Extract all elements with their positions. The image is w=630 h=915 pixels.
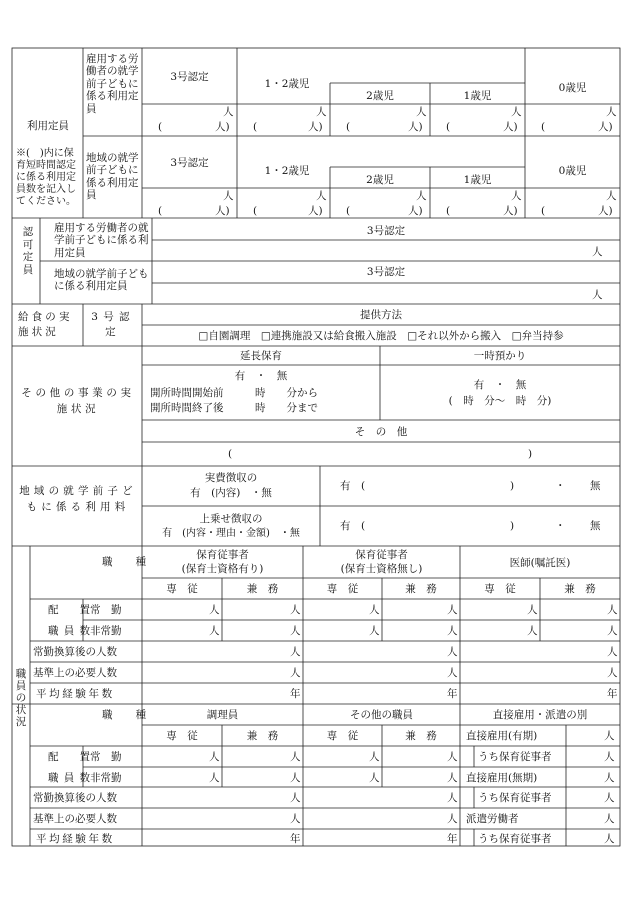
regular-unit-1: 人 (290, 604, 301, 616)
nonregular-unit-4: 人 (527, 625, 538, 637)
avg-exp-label-2: 平均経験年数 (36, 833, 115, 845)
regular-unit-l2: 人 (369, 751, 380, 763)
topup-options: 有 (内容・理由・金額) ・無 (162, 528, 300, 539)
non-regular-label: 非常勤 (90, 625, 122, 637)
approved-local-label: 地域の就学前子どもに係る利用定員 (54, 268, 149, 293)
other-paren-open: ( (228, 448, 233, 460)
nonregular-unit-3: 人 (447, 625, 458, 637)
regular-unit-l3: 人 (447, 751, 458, 763)
fte-unit-1: 人 (447, 646, 458, 658)
nursery-unqualified-sub: (保育士資格無し) (340, 563, 423, 575)
cert3-header-local: 3号認定 (170, 157, 209, 169)
direct-fixed-label: 直接雇用(有期) (466, 730, 538, 742)
required-unit-l1: 人 (447, 813, 458, 825)
full-time-header-1: 専 従 (326, 583, 359, 595)
approved-cert3-local: 3号認定 (366, 266, 406, 278)
employed-capacity-label: 雇用する労働者の就学前子どもに係る利用定員 (86, 53, 139, 115)
required-unit-l0: 人 (290, 813, 301, 825)
staff-side-label: 職員の状況 (15, 668, 27, 729)
extended-yes-no: 有 ・ 無 (234, 370, 288, 382)
regular-label-2: 常 勤 (90, 751, 122, 763)
avg-exp-label: 平均経験年数 (36, 688, 115, 700)
part-duty-header-1: 兼 務 (405, 583, 437, 595)
open-before: 開所時間開始前 時 分から (150, 387, 318, 399)
cap-employed-unit-3: 人 (511, 106, 522, 118)
approved-unit-employed: 人 (592, 246, 603, 258)
full-time-header-l1: 専 従 (326, 730, 359, 742)
cap-local-paren-open-2: ( (346, 205, 351, 217)
assigned-label: 配 置 (48, 604, 96, 616)
job-type-header-2: 職 種 (102, 709, 153, 721)
regular-unit-5: 人 (607, 604, 618, 616)
meals-label: 給食の実施状況 (18, 311, 73, 339)
part-duty-header-l1: 兼 務 (405, 730, 437, 742)
job-type-header: 職 種 (102, 556, 153, 568)
cap-employed-paren-open-1: ( (253, 121, 258, 133)
cap-local-paren-close-3: 人) (503, 205, 518, 217)
of-which-3: うち保育従事者 (478, 833, 552, 845)
cap-local-paren-close-0: 人) (215, 205, 230, 217)
approved-employed-label: 雇用する労働者の就学前子どもに係る利用定員 (54, 222, 149, 259)
cap-local-paren-open-3: ( (446, 205, 451, 217)
required-unit-2: 人 (607, 667, 618, 679)
cap-employed-paren-open-2: ( (346, 121, 351, 133)
age0-header: 0歳児 (558, 82, 587, 94)
nursery-qualified-header: 保育従事者 (196, 549, 249, 561)
meals-options: □自園調理 □連携施設又は給食搬入施設 □それ以外から搬入 □弁当持参 (198, 330, 564, 342)
regular-unit-l0: 人 (209, 751, 220, 763)
fte-unit-l0: 人 (290, 792, 301, 804)
approved-cert3-employed: 3号認定 (366, 225, 406, 237)
fte-unit-0: 人 (290, 646, 301, 658)
cap-employed-paren-open-4: ( (541, 121, 546, 133)
meals-sub-label: 3号認定 (91, 311, 135, 339)
nursery-qualified-sub: (保育士資格有り) (181, 563, 264, 575)
age1-header: 1歳児 (463, 90, 492, 102)
cap-local-paren-open-1: ( (253, 205, 258, 217)
nonregular-unit-1: 人 (290, 625, 301, 637)
dispatch-unit-2: 人 (604, 772, 615, 784)
age2-header-local: 2歳児 (366, 174, 394, 186)
cook-header: 調理員 (206, 709, 239, 721)
exp-unit-2: 年 (607, 688, 618, 700)
age0-header-local: 0歳児 (558, 165, 587, 177)
regular-label: 常 勤 (90, 604, 122, 616)
approved-unit-local: 人 (592, 289, 603, 301)
staff-count-label-2: 職員数 (48, 772, 96, 784)
cap-employed-unit-0: 人 (223, 106, 234, 118)
cap-employed-unit-2: 人 (416, 106, 427, 118)
local-capacity-label: 地域の就学前子どもに係る利用定員 (86, 152, 139, 202)
cap-employed-paren-close-2: 人) (408, 121, 423, 133)
of-which-1: うち保育従事者 (478, 751, 552, 763)
exp-unit-1: 年 (447, 688, 458, 700)
cap-employed-paren-close-3: 人) (503, 121, 518, 133)
exp-unit-l0: 年 (290, 833, 301, 845)
dispatch-unit-4: 人 (604, 813, 615, 825)
actual-cost-options: 有 (内容) ・無 (190, 487, 272, 499)
staff-count-label: 職員数 (48, 625, 96, 637)
assigned-label-2: 配 置 (48, 751, 96, 763)
nonregular-unit-5: 人 (607, 625, 618, 637)
topup-dot: ・ (555, 520, 566, 532)
full-time-header-2: 専 従 (484, 583, 516, 595)
non-regular-label-2: 非常勤 (90, 772, 122, 784)
required-label: 基準上の必要人数 (33, 667, 117, 679)
nonregular-unit-l1: 人 (290, 772, 301, 784)
topup-yes-open: 有 ( (340, 520, 366, 532)
cap-local-unit-3: 人 (511, 190, 522, 202)
nonregular-unit-l3: 人 (447, 772, 458, 784)
capacity-note: ※( )内に保育短時間認定に係る利用定員数を記入してください。 (16, 148, 76, 207)
other-staff-header: その他の職員 (350, 709, 413, 721)
cap-employed-paren-close-0: 人) (215, 121, 230, 133)
cap-employed-unit-4: 人 (606, 106, 617, 118)
cap-employed-paren-close-4: 人) (598, 121, 613, 133)
fees-label: 地域の就学前子どもに係る利用料 (19, 485, 137, 513)
part-duty-header-l0: 兼 務 (246, 730, 279, 742)
fte-label: 常勤換算後の人数 (33, 646, 117, 658)
fte-label-2: 常勤換算後の人数 (33, 792, 117, 804)
cap-local-unit-0: 人 (223, 190, 234, 202)
age12-header-local: 1・2歳児 (264, 165, 310, 177)
nonregular-unit-0: 人 (209, 625, 220, 637)
full-time-header-0: 専 従 (166, 583, 198, 595)
temp-care-header: 一時預かり (473, 350, 527, 362)
regular-unit-4: 人 (527, 604, 538, 616)
cap-local-unit-4: 人 (606, 190, 617, 202)
nonregular-unit-2: 人 (369, 625, 380, 637)
cap-local-paren-close-1: 人) (308, 205, 323, 217)
full-time-header-l0: 専 従 (166, 730, 198, 742)
required-label-2: 基準上の必要人数 (33, 813, 117, 825)
nonregular-unit-l0: 人 (209, 772, 220, 784)
fte-unit-l1: 人 (447, 792, 458, 804)
cap-employed-unit-1: 人 (316, 106, 327, 118)
regular-unit-0: 人 (209, 604, 220, 616)
actual-dot: ・ (555, 480, 566, 492)
other-header: そ の 他 (354, 426, 408, 438)
nonregular-unit-l2: 人 (369, 772, 380, 784)
part-duty-header-2: 兼 務 (564, 583, 596, 595)
required-unit-1: 人 (447, 667, 458, 679)
nursery-unqualified-header: 保育従事者 (355, 549, 408, 561)
cap-local-paren-close-4: 人) (598, 205, 613, 217)
capacity-label: 利用定員 (27, 120, 69, 132)
other-services-label: その他の事業の実施状況 (21, 387, 135, 415)
regular-unit-2: 人 (369, 604, 380, 616)
temp-time: ( 時 分〜 時 分) (448, 395, 552, 407)
dispatch-label: 派遣労働者 (466, 813, 519, 825)
close-after: 開所時間終了後 時 分まで (150, 402, 318, 414)
direct-perm-label: 直接雇用(無期) (466, 772, 538, 784)
exp-unit-0: 年 (290, 688, 301, 700)
exp-unit-l1: 年 (447, 833, 458, 845)
cap-local-paren-open-0: ( (158, 205, 163, 217)
required-unit-0: 人 (290, 667, 301, 679)
cert3-header: 3号認定 (170, 71, 209, 83)
actual-no: 無 (590, 480, 601, 492)
direct-dispatch-header: 直接雇用・派遣の別 (492, 709, 588, 721)
cap-employed-paren-open-0: ( (158, 121, 163, 133)
cap-local-unit-2: 人 (416, 190, 427, 202)
cap-local-paren-open-4: ( (541, 205, 546, 217)
fte-unit-2: 人 (607, 646, 618, 658)
age12-header: 1・2歳児 (264, 78, 310, 90)
temp-yes-no: 有 ・ 無 (473, 379, 527, 391)
cap-employed-paren-close-1: 人) (308, 121, 323, 133)
meals-method-header: 提供方法 (360, 309, 402, 321)
approved-label: 認可定員 (22, 226, 34, 276)
part-duty-header-0: 兼 務 (246, 583, 279, 595)
dispatch-unit-1: 人 (604, 751, 615, 763)
actual-yes-open: 有 ( (340, 480, 366, 492)
topup-close: ) (510, 520, 515, 532)
regular-unit-l1: 人 (290, 751, 301, 763)
age1-header-local: 1歳児 (463, 174, 492, 186)
age2-header: 2歳児 (366, 90, 394, 102)
regular-unit-3: 人 (447, 604, 458, 616)
actual-close: ) (510, 480, 515, 492)
dispatch-unit-5: 人 (604, 833, 615, 845)
doctor-header: 医師(嘱託医) (509, 557, 571, 569)
topup-label: 上乗せ徴収の (199, 513, 263, 525)
dispatch-unit-3: 人 (604, 792, 615, 804)
cap-local-paren-close-2: 人) (408, 205, 423, 217)
cap-employed-paren-open-3: ( (446, 121, 451, 133)
cap-local-unit-1: 人 (316, 190, 327, 202)
of-which-2: うち保育従事者 (478, 792, 552, 804)
other-paren-close: ) (528, 448, 533, 460)
actual-cost-label: 実費徴収の (204, 472, 258, 484)
extended-care-header: 延長保育 (240, 350, 282, 362)
dispatch-unit-0: 人 (604, 730, 615, 742)
topup-no: 無 (590, 520, 601, 532)
